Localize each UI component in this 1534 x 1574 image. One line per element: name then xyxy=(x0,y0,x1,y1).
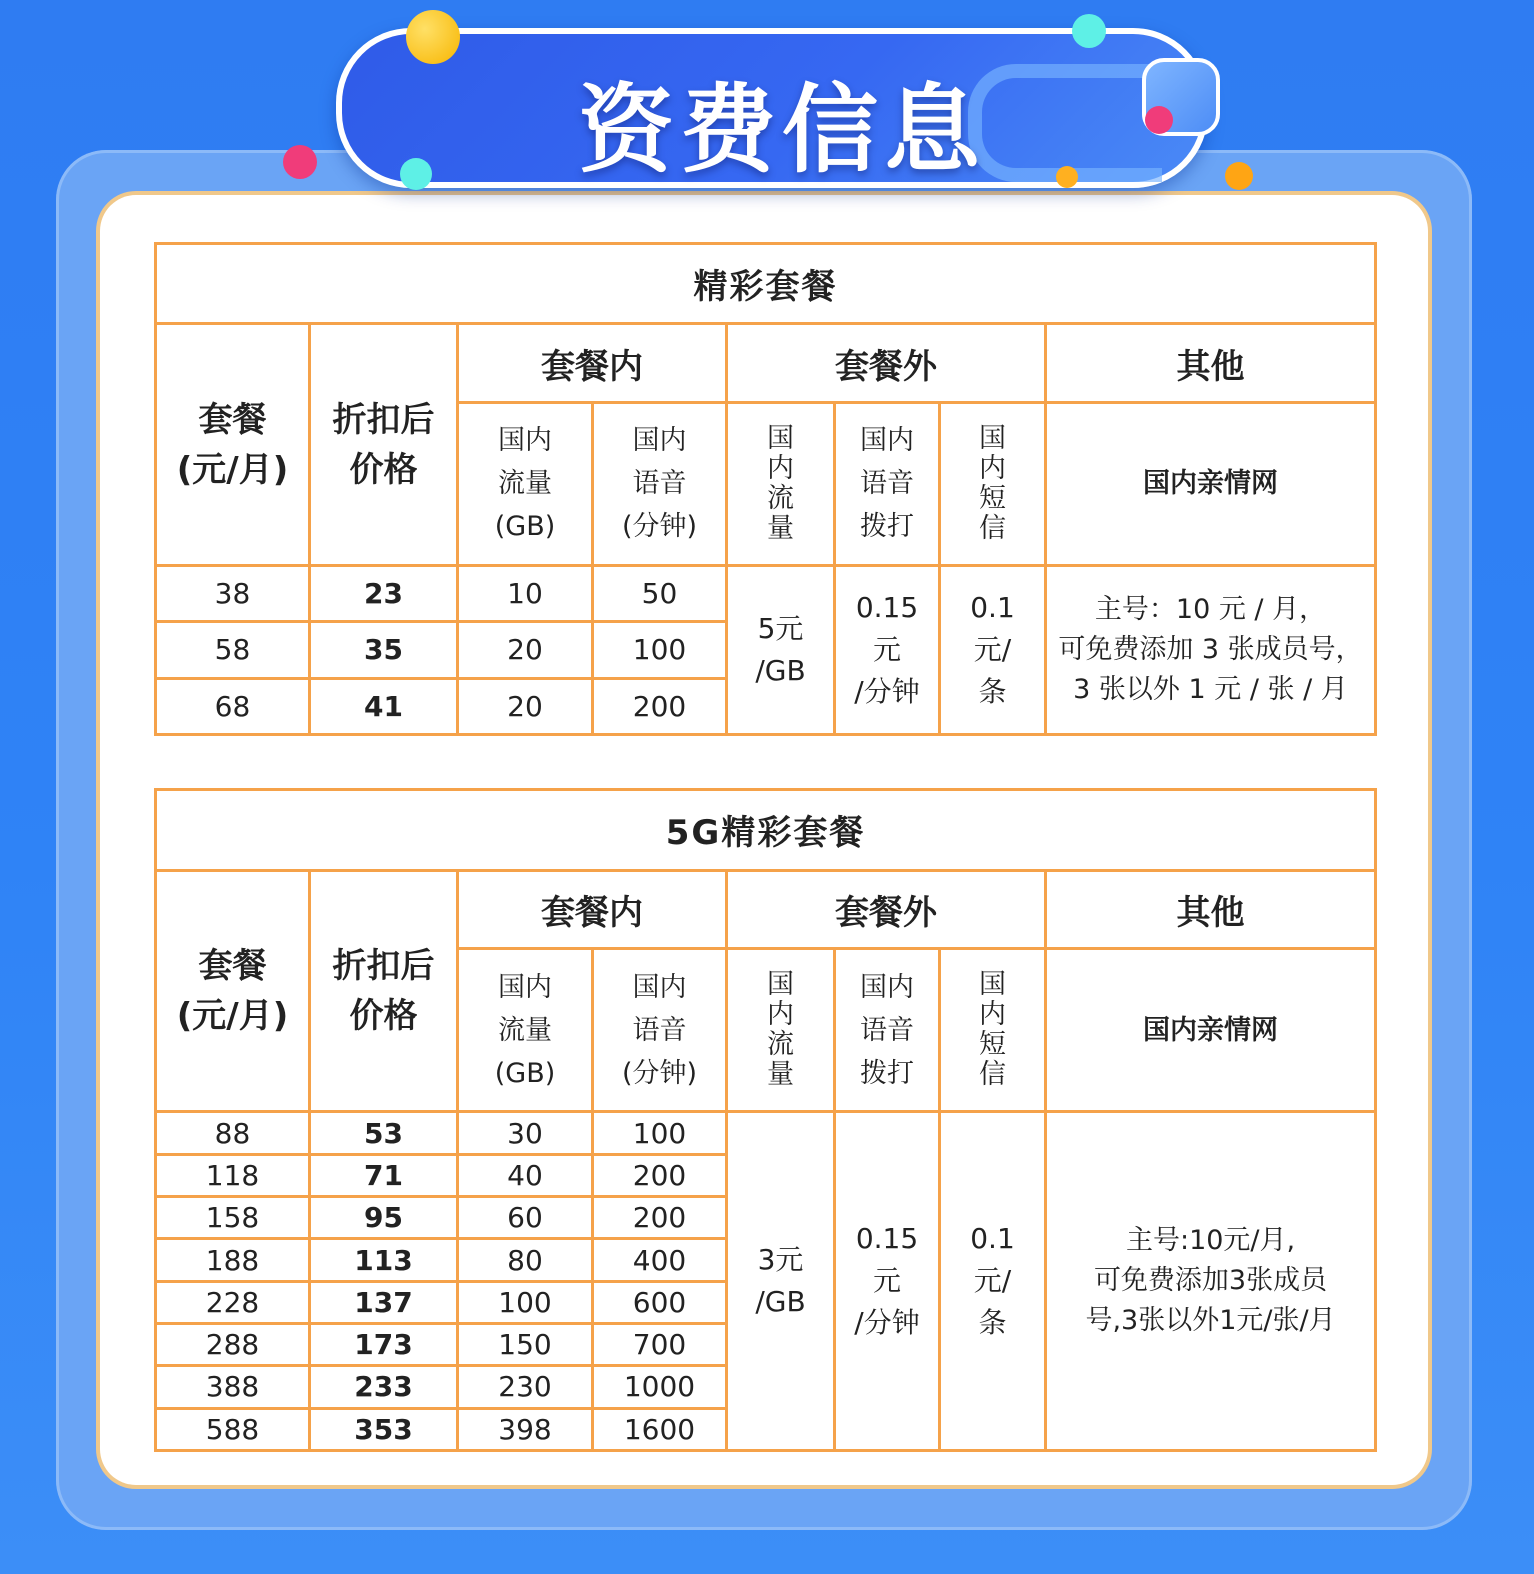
cell-voice: 200 xyxy=(593,1154,727,1196)
cell-data: 20 xyxy=(458,678,593,734)
page-title: 资费信息 xyxy=(578,74,986,186)
cell-voice: 50 xyxy=(593,565,727,621)
header-group-outside: 套餐外 xyxy=(727,324,1046,402)
table-title: 5G精彩套餐 xyxy=(156,790,1376,871)
tariff-table-standard xyxy=(154,242,1377,736)
cell-voice: 400 xyxy=(593,1239,727,1281)
header-discount: 折扣后 价格 xyxy=(310,870,458,1112)
cell-extra-voice-price: 0.15 元 /分钟 xyxy=(835,565,940,734)
header-extra-data: 国 内 流 量 xyxy=(727,949,835,1112)
cell-discount: 233 xyxy=(310,1366,458,1408)
table-row xyxy=(156,1112,1376,1154)
cell-voice: 1000 xyxy=(593,1366,727,1408)
header-domestic-voice: 国内 语音 (分钟) xyxy=(593,949,727,1112)
cell-extra-voice-price: 0.15 元 /分钟 xyxy=(835,1112,940,1451)
cell-discount: 113 xyxy=(310,1239,458,1281)
orange-dot-decoration-2 xyxy=(1225,162,1253,190)
cell-voice: 200 xyxy=(593,1197,727,1239)
cell-discount: 353 xyxy=(310,1408,458,1450)
table-row xyxy=(156,565,1376,621)
cell-data: 40 xyxy=(458,1154,593,1196)
yellow-dot-decoration xyxy=(406,10,460,64)
cell-voice: 200 xyxy=(593,678,727,734)
cell-data: 80 xyxy=(458,1239,593,1281)
cell-discount: 35 xyxy=(310,622,458,678)
cell-discount: 71 xyxy=(310,1154,458,1196)
header-package: 套餐 (元/月) xyxy=(156,324,310,565)
tariff-table-5g xyxy=(154,788,1377,1452)
cell-data: 20 xyxy=(458,622,593,678)
cell-voice: 600 xyxy=(593,1281,727,1323)
header-extra-data: 国 内 流 量 xyxy=(727,402,835,565)
cell-package: 118 xyxy=(156,1154,310,1196)
table-title: 精彩套餐 xyxy=(156,244,1376,324)
cell-data: 30 xyxy=(458,1112,593,1154)
cyan-dot-decoration xyxy=(1072,14,1106,48)
pink-dot-decoration xyxy=(283,145,317,179)
header-package: 套餐 (元/月) xyxy=(156,870,310,1112)
cell-package: 68 xyxy=(156,678,310,734)
cell-data: 100 xyxy=(458,1281,593,1323)
cell-extra-data-price: 3元 /GB xyxy=(727,1112,835,1451)
header-extra-voice: 国内 语音 拨打 xyxy=(835,402,940,565)
cell-discount: 137 xyxy=(310,1281,458,1323)
cell-discount: 41 xyxy=(310,678,458,734)
cell-voice: 700 xyxy=(593,1324,727,1366)
cell-data: 10 xyxy=(458,565,593,621)
cell-extra-sms-price: 0.1 元/ 条 xyxy=(940,1112,1046,1451)
cell-package: 158 xyxy=(156,1197,310,1239)
header-domestic-data: 国内 流量 (GB) xyxy=(458,402,593,565)
cell-package: 58 xyxy=(156,622,310,678)
cell-package: 188 xyxy=(156,1239,310,1281)
cell-data: 150 xyxy=(458,1324,593,1366)
cell-extra-sms-price: 0.1 元/ 条 xyxy=(940,565,1046,734)
cell-voice: 100 xyxy=(593,622,727,678)
header-group-inside: 套餐内 xyxy=(458,870,727,949)
header-family-network: 国内亲情网 xyxy=(1046,402,1376,565)
cell-discount: 95 xyxy=(310,1197,458,1239)
cell-data: 398 xyxy=(458,1408,593,1450)
cell-package: 88 xyxy=(156,1112,310,1154)
title-banner xyxy=(336,28,1208,188)
cell-package: 38 xyxy=(156,565,310,621)
cell-family-note: 主号：10 元 / 月， 可免费添加 3 张成员号， 3 张以外 1 元 / 张 / 月 xyxy=(1046,565,1376,734)
header-group-other: 其他 xyxy=(1046,870,1376,949)
header-group-outside: 套餐外 xyxy=(727,870,1046,949)
pink-dot-decoration-2 xyxy=(1145,106,1173,134)
cell-voice: 100 xyxy=(593,1112,727,1154)
cell-family-note: 主号:10元/月, 可免费添加3张成员 号,3张以外1元/张/月 xyxy=(1046,1112,1376,1451)
header-discount: 折扣后 价格 xyxy=(310,324,458,565)
cell-data: 60 xyxy=(458,1197,593,1239)
header-domestic-data: 国内 流量 (GB) xyxy=(458,949,593,1112)
cell-data: 230 xyxy=(458,1366,593,1408)
cell-voice: 1600 xyxy=(593,1408,727,1450)
header-extra-sms: 国 内 短 信 xyxy=(940,402,1046,565)
header-extra-sms: 国 内 短 信 xyxy=(940,949,1046,1112)
cell-discount: 53 xyxy=(310,1112,458,1154)
cell-discount: 23 xyxy=(310,565,458,621)
header-family-network: 国内亲情网 xyxy=(1046,949,1376,1112)
header-extra-voice: 国内 语音 拨打 xyxy=(835,949,940,1112)
header-group-other: 其他 xyxy=(1046,324,1376,402)
cell-discount: 173 xyxy=(310,1324,458,1366)
cell-package: 288 xyxy=(156,1324,310,1366)
orange-dot-decoration xyxy=(1056,166,1078,188)
header-domestic-voice: 国内 语音 (分钟) xyxy=(593,402,727,565)
header-group-inside: 套餐内 xyxy=(458,324,727,402)
cell-package: 588 xyxy=(156,1408,310,1450)
cell-extra-data-price: 5元 /GB xyxy=(727,565,835,734)
cell-package: 388 xyxy=(156,1366,310,1408)
cyan-dot-decoration-2 xyxy=(400,158,432,190)
cell-package: 228 xyxy=(156,1281,310,1323)
